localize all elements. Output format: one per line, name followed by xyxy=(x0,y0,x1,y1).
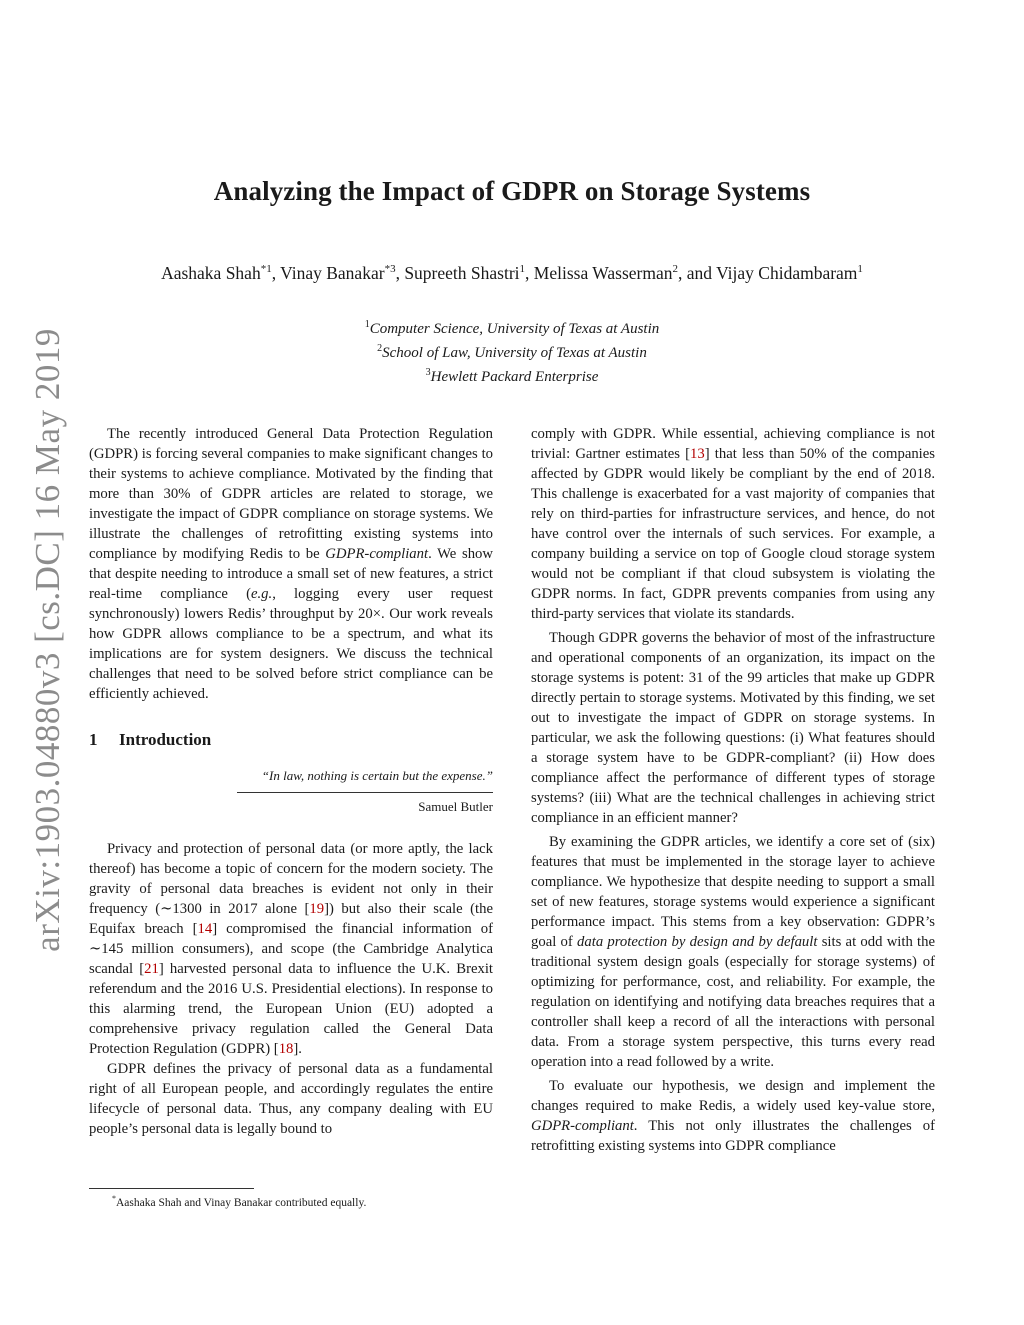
intro-text: ] harvested personal data to influence the U.K. Brexit referendum and the 2016 U.S. Presidential elections). In response to this alarming trend, the European Union (EU) adopted a comprehensive privacy regulation called the General Data Protection Regulation (GDPR) [ xyxy=(89,961,493,1057)
epigraph-author: Samuel Butler xyxy=(418,799,493,814)
abstract-emphasis: e.g. xyxy=(250,586,273,602)
author-name: Vinay Banakar xyxy=(280,263,385,283)
citation-link[interactable]: 21 xyxy=(144,961,159,977)
intro-paragraph xyxy=(531,1076,935,1156)
intro-text: sits at odd with the traditional system design goals (especially for storage systems) of optimizing for performance, cost, and reliability. For example, the regulation on identifying and notifying data breaches requires that a controller shall keep a record of all the interactions with personal data. From a storage system perspective, this turns every read operation into a read followed by a write. xyxy=(531,934,936,1070)
author-separator: , xyxy=(525,263,534,283)
affiliations xyxy=(0,315,1024,387)
footnote-rule xyxy=(89,1188,254,1189)
intro-text: Privacy and protection of personal data (or more aptly, the lack thereof) has become a topic of concern for the modern society. The gravity of personal data breaches is evident not only in their frequency (∼1300 in 2017 alone [ xyxy=(89,841,493,917)
affiliation-sup: 1 xyxy=(364,319,370,330)
intro-text: ]. xyxy=(293,1041,302,1057)
abstract-text: . We show that despite needing to introduce a small set of new features, a strict real-time compliance ( xyxy=(89,546,493,602)
right-column xyxy=(531,424,935,1156)
affiliation-text: School of Law, University of Texas at Austin xyxy=(382,345,647,361)
author-separator: , xyxy=(678,263,687,283)
intro-paragraph xyxy=(531,832,935,1072)
abstract-text: , logging every user request synchronously) lowers Redis’ throughput by 20×. Our work reveals how GDPR allows compliance to be a spectrum, and what its implications are for system designers. We discuss the technical challenges that need to be solved before strict compliance can be efficiently achieved. xyxy=(89,586,493,702)
intro-text: To evaluate our hypothesis, we design and implement the changes required to make Redis, a widely used key-value store, xyxy=(531,1078,935,1114)
author-sup: 1 xyxy=(519,263,526,276)
citation-link[interactable]: 14 xyxy=(197,921,213,937)
intro-paragraph: Though GDPR governs the behavior of most of the infrastructure and operational components of an organization, its impact on the storage systems is potent: 31 of the 99 articles that make up GDPR directly pertain to storage systems. Motivated by this finding, we set out to investigate the impact of GDPR on storage systems. In particular, we ask the following questions: (i) What features should a storage system have to be GDPR-compliant? (ii) How does compliance affect the performance of different types of storage systems? (iii) What are the technical challenges in achieving strict compliance in an efficient manner? xyxy=(531,630,935,826)
author-name: Supreeth Shastri xyxy=(404,263,520,283)
affiliation-sup: 2 xyxy=(377,343,383,354)
footnote xyxy=(112,1194,366,1209)
author-sup: *3 xyxy=(384,263,396,276)
intro-paragraph: GDPR defines the privacy of personal data as a fundamental right of all European people, and accordingly regulates the entire lifecycle of personal data. Thus, any company dealing with EU people’s personal data is legally bound to xyxy=(89,1061,493,1137)
author-sup: 1 xyxy=(857,263,863,276)
affiliation xyxy=(0,315,1024,339)
paper-title: Analyzing the Impact of GDPR on Storage Systems xyxy=(213,176,811,206)
author-name: Aashaka Shah xyxy=(161,263,261,283)
intro-text: By examining the GDPR articles, we identify a core set of (six) features that must be implemented in the storage layer to achieve compliance. We hypothesize that despite needing to support a small set of new features, storage systems would experience a significant performance impact. This stems from a key observation: GDPR’s goal of xyxy=(531,834,935,950)
intro-text: ]) but also their scale (the Equifax breach [ xyxy=(89,901,493,937)
section-number: 1 xyxy=(89,730,98,749)
section-heading xyxy=(89,730,493,750)
author-name: Melissa Wasserman xyxy=(533,263,673,283)
author-sup: 2 xyxy=(672,263,678,276)
intro-paragraph xyxy=(89,839,493,1059)
author-name: Vijay Chidambaram xyxy=(716,263,858,283)
author-list xyxy=(0,263,1024,284)
affiliation-sup: 3 xyxy=(425,367,431,378)
arxiv-stamp-text: arXiv:1903.04880v3 [cs.DC] 16 May 2019 xyxy=(28,328,67,952)
abstract-text: The recently introduced General Data Protection Regulation (GDPR) is forcing several companies to make significant changes to their systems to achieve compliance. Motivated by the finding that more than 30% of GDPR articles are related to storage, we investigate the impact of GDPR compliance on storage systems. We illustrate the challenges of retrofitting existing systems into compliance by modifying Redis to be xyxy=(89,426,493,562)
affiliation-text: Hewlett Packard Enterprise xyxy=(430,369,599,385)
footnote-text: Aashaka Shah and Vinay Banakar contributed equally. xyxy=(116,1196,367,1209)
affiliation xyxy=(0,339,1024,363)
citation-link[interactable]: 13 xyxy=(690,446,705,462)
intro-emphasis: data protection by design and by default xyxy=(577,934,818,950)
intro-text: comply with GDPR. While essential, achieving compliance is not trivial: Gartner estimates [ xyxy=(531,426,935,462)
author-separator: , xyxy=(395,263,405,283)
citation-link[interactable]: 18 xyxy=(278,1041,294,1057)
intro-text: ] that less than 50% of the companies affected by GDPR would likely be compliant by the end of 2018. This challenge is exacerbated for a vast majority of companies that rely on third-parties for infrastructure services, and hence, do not have control over the internals of such services. For example, a company building a service on top of Google cloud storage system would not be compliant if that cloud subsystem is violating the GDPR norms. In fact, GDPR prevents companies from using any third-party services that violate its standards. xyxy=(531,446,935,622)
section-title: Introduction xyxy=(119,730,212,749)
affiliation-text: Computer Science, University of Texas at Austin xyxy=(369,321,660,337)
abstract-emphasis: GDPR-compliant xyxy=(325,546,429,562)
left-column xyxy=(89,424,493,1139)
author-sup: *1 xyxy=(260,263,272,276)
intro-paragraph xyxy=(531,424,935,624)
author-and: and xyxy=(686,263,717,283)
footnote-mark: * xyxy=(112,1194,116,1203)
author-separator: , xyxy=(271,263,281,283)
citation-link[interactable]: 19 xyxy=(309,901,325,917)
epigraph-rule xyxy=(237,792,493,793)
intro-emphasis: GDPR-compliant xyxy=(531,1118,634,1134)
arxiv-stamp xyxy=(24,328,72,952)
intro-text: . This not only illustrates the challenges of retrofitting existing systems into GDPR compliance xyxy=(531,1118,935,1154)
abstract xyxy=(89,424,493,704)
intro-text: ] compromised the financial information of ∼145 million consumers), and scope (the Cambridge Analytica scandal [ xyxy=(89,921,493,977)
epigraph-quote: “In law, nothing is certain but the expense.” xyxy=(261,768,493,783)
affiliation xyxy=(0,363,1024,387)
